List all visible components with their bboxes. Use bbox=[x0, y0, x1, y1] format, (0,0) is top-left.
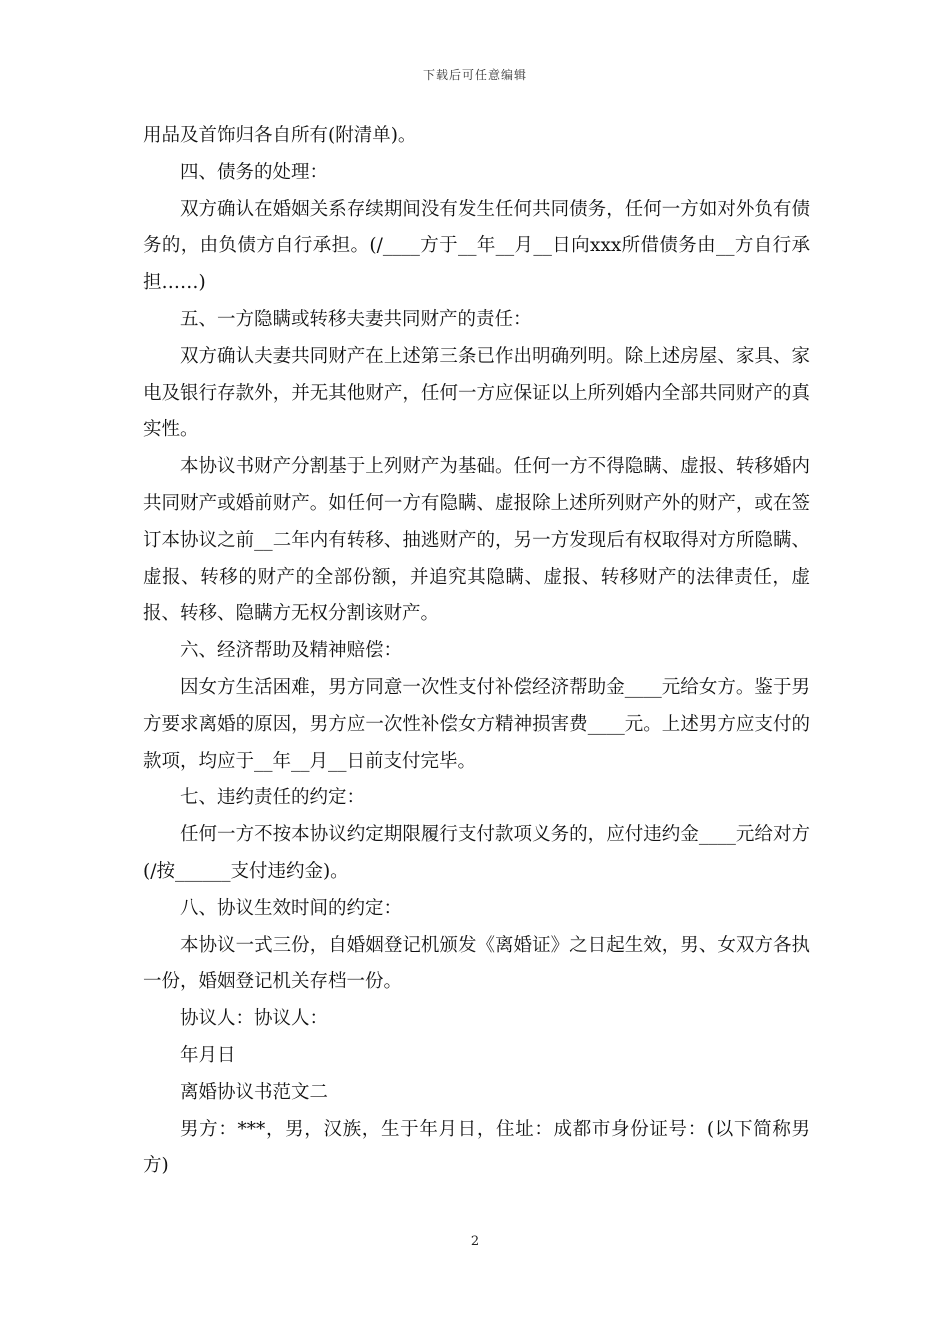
sample-2-male-party: 男方：***，男，汉族，生于年月日，住址：成都市身份证号：(以下简称男方) bbox=[143, 1118, 810, 1177]
date-line: 年月日 bbox=[180, 1044, 236, 1066]
section-4-body: 双方确认在婚姻关系存续期间没有发生任何共同债务，任何一方如对外负有债务的，由负债方自行承担。(/____方于__年__月__日向xxx所借债务由__方自行承担……) bbox=[143, 198, 810, 294]
signatories-line: 协议人：协议人： bbox=[180, 1008, 329, 1030]
section-7-body: 任何一方不按本协议约定期限履行支付款项义务的，应付违约金____元给对方(/按______支付违约金)。 bbox=[143, 824, 810, 882]
page-number: 2 bbox=[470, 1234, 480, 1249]
section-7-heading: 七、违约责任的约定： bbox=[180, 787, 366, 809]
section-8-body: 本协议一式三份，自婚姻登记机颁发《离婚证》之日起生效，男、女双方各执一份，婚姻登记机关存档一份。 bbox=[143, 934, 810, 993]
section-5-body-1: 双方确认夫妻共同财产在上述第三条已作出明确列明。除上述房屋、家具、家电及银行存款外，并无其他财产，任何一方应保证以上所列婚内全部共同财产的真实性。 bbox=[143, 345, 810, 441]
paragraph-continued-list: 用品及首饰归各自所有(附清单)。 bbox=[143, 125, 417, 146]
section-5-heading: 五、一方隐瞒或转移夫妻共同财产的责任： bbox=[180, 308, 532, 330]
section-5-body-2: 本协议书财产分割基于上列财产为基础。任何一方不得隐瞒、虚报、转移婚内共同财产或婚前财产。如任何一方有隐瞒、虚报除上述所列财产外的财产，或在签订本协议之前__二年内有转移、抽逃财产的，另一方发现后有权取得对方所隐瞒、虚报、转移的财产的全部份额，并追究其隐瞒、虚报、转移财产的法律责任，虚报、转移、隐瞒方无权分割该财产。 bbox=[143, 456, 810, 625]
section-6-heading: 六、经济帮助及精神赔偿： bbox=[180, 640, 403, 662]
document-body bbox=[143, 118, 810, 1185]
page-header: 下载后可任意编辑 bbox=[422, 68, 527, 82]
section-4-heading: 四、债务的处理： bbox=[180, 161, 329, 183]
section-6-body: 因女方生活困难，男方同意一次性支付补偿经济帮助金____元给女方。鉴于男方要求离婚的原因，男方应一次性补偿女方精神损害费____元。上述男方应支付的款项，均应于__年__月__日前支付完毕。 bbox=[143, 676, 810, 772]
sample-2-title: 离婚协议书范文二 bbox=[180, 1081, 329, 1103]
section-8-heading: 八、协议生效时间的约定： bbox=[180, 897, 403, 919]
